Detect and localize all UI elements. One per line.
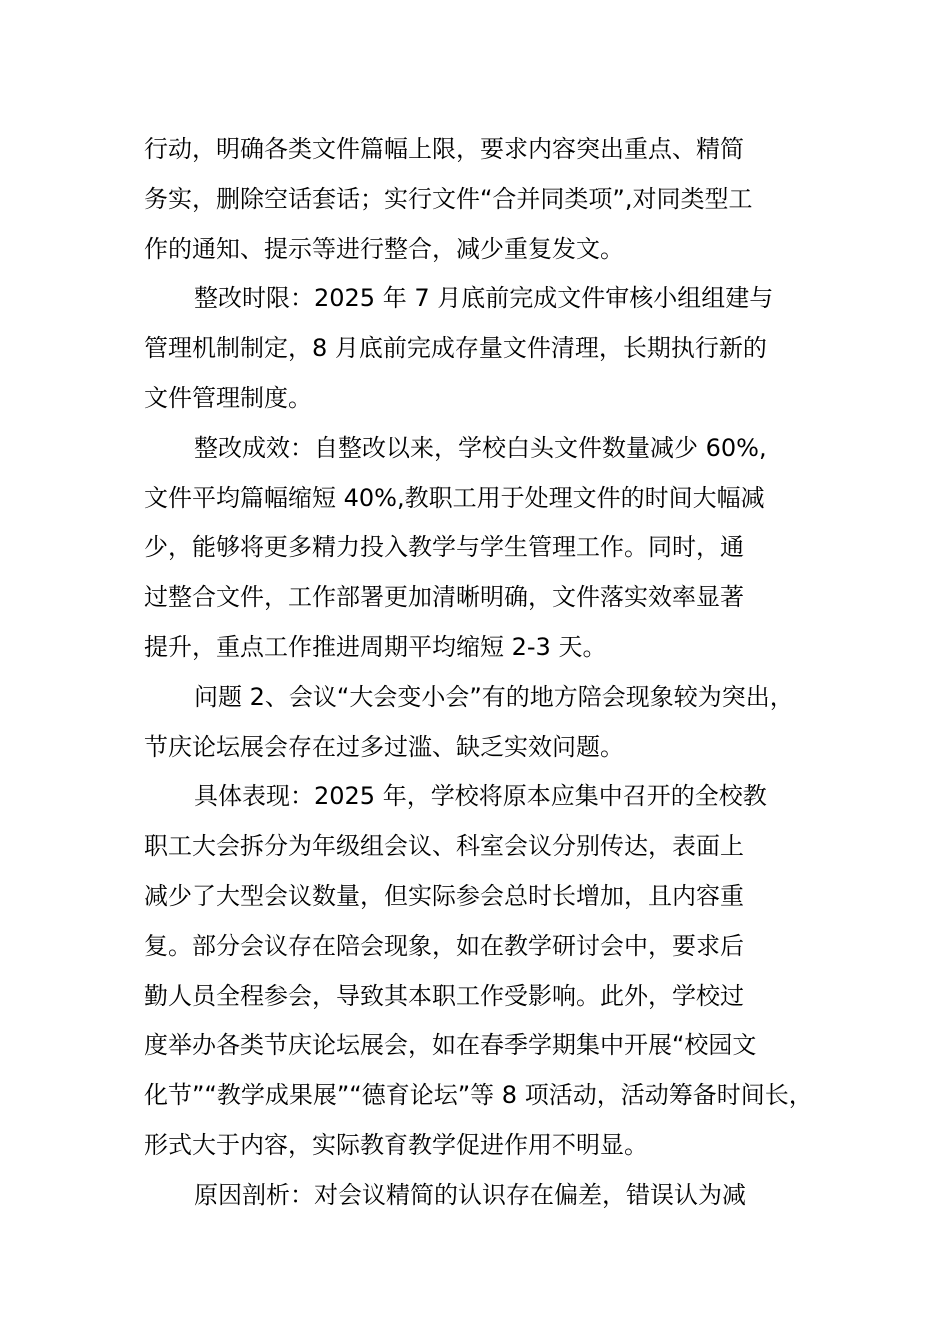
text-line: 行动，明确各类文件篇幅上限，要求内容突出重点、精简 — [144, 135, 744, 163]
text-line: 文件平均篇幅缩短 40%,教职工用于处理文件的时间大幅减 — [144, 483, 765, 512]
paragraph-start-line: 问题 2、会议“大会变小会”有的地方陪会现象较为突出， — [194, 682, 794, 711]
document-body — [144, 125, 834, 1221]
text-line: 少，能够将更多精力投入教学与学生管理工作。同时，通 — [144, 533, 744, 562]
text-line: 勤人员全程参会，导致其本职工作受影响。此外，学校过 — [144, 981, 744, 1010]
text-line: 作的通知、提示等进行整合，减少重复发文。 — [144, 234, 624, 263]
text-line: 化节”“教学成果展”“德育论坛”等 8 项活动，活动筹备时间长， — [144, 1081, 813, 1110]
paragraph-start-line: 具体表现：2025 年，学校将原本应集中召开的全校教 — [194, 782, 767, 811]
text-line: 提升，重点工作推进周期平均缩短 2-3 天。 — [144, 632, 607, 661]
text-line: 过整合文件，工作部署更加清晰明确，文件落实效率显著 — [144, 583, 744, 612]
text-line: 形式大于内容，实际教育教学促进作用不明显。 — [144, 1130, 648, 1159]
text-line: 节庆论坛展会存在过多过滥、缺乏实效问题。 — [144, 732, 624, 761]
text-line: 管理机制制定，8 月底前完成存量文件清理，长期执行新的 — [144, 334, 767, 363]
text-line: 减少了大型会议数量，但实际参会总时长增加，且内容重 — [144, 881, 744, 910]
text-line: 度举办各类节庆论坛展会，如在春季学期集中开展“校园文 — [144, 1031, 757, 1060]
paragraph-start-line: 整改时限：2025 年 7 月底前完成文件审核小组组建与 — [194, 284, 774, 313]
text-line: 复。部分会议存在陪会现象，如在教学研讨会中，要求后 — [144, 931, 744, 960]
text-line: 职工大会拆分为年级组会议、科室会议分别传达，表面上 — [144, 832, 744, 861]
text-line: 文件管理制度。 — [144, 383, 312, 412]
paragraph-start-line: 原因剖析：对会议精简的认识存在偏差，错误认为减 — [194, 1180, 746, 1209]
text-line: 务实，删除空话套话；实行文件“合并同类项”,对同类型工 — [144, 184, 753, 213]
paragraph-start-line: 整改成效：自整改以来，学校白头文件数量减少 60%, — [194, 433, 767, 462]
